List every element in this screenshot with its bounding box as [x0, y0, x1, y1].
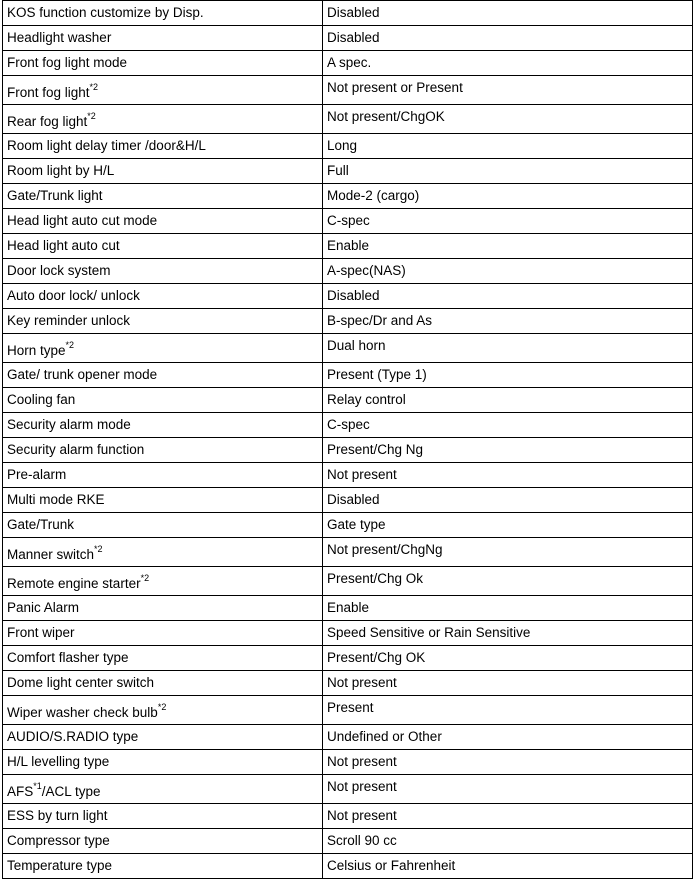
setting-name-cell [3, 854, 323, 879]
setting-value-cell [323, 26, 693, 51]
setting-value-cell [323, 209, 693, 234]
table-row [3, 309, 693, 334]
setting-name-cell [3, 159, 323, 184]
setting-value: A spec. [327, 55, 372, 70]
setting-name: Gate/ trunk opener mode [7, 367, 158, 382]
setting-value: Celsius or Fahrenheit [327, 858, 456, 873]
setting-name-cell [3, 284, 323, 309]
table-row [3, 234, 693, 259]
setting-value: Present (Type 1) [327, 367, 427, 382]
setting-name-cell [3, 775, 323, 804]
setting-value-cell [323, 775, 693, 804]
table-row [3, 646, 693, 671]
setting-value: Disabled [327, 492, 380, 507]
settings-table-body [3, 1, 693, 879]
setting-name-cell [3, 388, 323, 413]
table-row [3, 804, 693, 829]
setting-name: Manner switch [7, 547, 95, 562]
setting-name: Room light delay timer /door&H/L [7, 138, 206, 153]
setting-value-cell [323, 363, 693, 388]
setting-value-cell [323, 51, 693, 76]
setting-value: Not present [327, 675, 397, 690]
setting-value-cell [323, 184, 693, 209]
setting-value: Present/Chg Ng [327, 442, 424, 457]
table-row [3, 134, 693, 159]
setting-value: Enable [327, 600, 370, 615]
setting-value: Full [327, 163, 349, 178]
setting-name: Pre-alarm [7, 467, 67, 482]
footnote-marker: *2 [140, 572, 150, 583]
setting-value-cell [323, 854, 693, 879]
footnote-marker: *2 [157, 701, 167, 712]
footnote-marker: *1 [33, 780, 42, 791]
setting-value: C-spec [327, 417, 370, 432]
setting-name-cell [3, 488, 323, 513]
setting-name-cell [3, 646, 323, 671]
setting-name: KOS function customize by Disp. [7, 5, 204, 20]
setting-value: Undefined or Other [327, 729, 442, 744]
setting-name: Horn type [7, 343, 66, 358]
table-row [3, 388, 693, 413]
setting-name-cell [3, 51, 323, 76]
footnote-marker: *2 [65, 339, 75, 350]
setting-name: Remote engine starter [7, 576, 141, 591]
setting-name: AFS [7, 784, 34, 799]
table-row [3, 775, 693, 804]
setting-value-cell [323, 696, 693, 725]
setting-name-cell [3, 1, 323, 26]
setting-value: B-spec/Dr and As [327, 313, 433, 328]
setting-name: Room light by H/L [7, 163, 115, 178]
footnote-marker: *2 [89, 81, 99, 92]
setting-value-cell [323, 829, 693, 854]
setting-value-cell [323, 413, 693, 438]
setting-name: Head light auto cut mode [7, 213, 158, 228]
setting-name: Security alarm function [7, 442, 145, 457]
setting-value-cell [323, 388, 693, 413]
table-row [3, 725, 693, 750]
setting-value-cell [323, 259, 693, 284]
table-row [3, 596, 693, 621]
setting-value: Not present or Present [327, 80, 463, 95]
setting-name: ESS by turn light [7, 808, 108, 823]
setting-value: Disabled [327, 30, 380, 45]
setting-name-cell [3, 750, 323, 775]
setting-name: Dome light center switch [7, 675, 155, 690]
footnote-marker: *2 [87, 110, 96, 121]
setting-value-cell [323, 284, 693, 309]
setting-value-cell [323, 567, 693, 596]
setting-name: Head light auto cut [7, 238, 120, 253]
setting-value: Not present [327, 754, 397, 769]
setting-value-cell [323, 646, 693, 671]
setting-value: Present/Chg Ok [327, 571, 424, 586]
setting-name: Front wiper [7, 625, 75, 640]
table-row [3, 105, 693, 134]
setting-name: Front fog light [7, 85, 90, 100]
table-row [3, 259, 693, 284]
table-row [3, 829, 693, 854]
table-row [3, 513, 693, 538]
table-row [3, 671, 693, 696]
setting-value: Gate type [327, 517, 386, 532]
table-row [3, 1, 693, 26]
table-row [3, 854, 693, 879]
setting-value: Scroll 90 cc [327, 833, 397, 848]
setting-value-cell [323, 76, 693, 105]
setting-name: Security alarm mode [7, 417, 131, 432]
setting-value: A-spec(NAS) [327, 263, 406, 278]
setting-name: Gate/Trunk [7, 517, 75, 532]
setting-name-cell [3, 259, 323, 284]
setting-name-cell [3, 596, 323, 621]
setting-name: Key reminder unlock [7, 313, 131, 328]
setting-name: Door lock system [7, 263, 111, 278]
table-row [3, 159, 693, 184]
setting-value-cell [323, 538, 693, 567]
setting-name: Cooling fan [7, 392, 76, 407]
setting-name: Gate/Trunk light [7, 188, 103, 203]
setting-value-cell [323, 463, 693, 488]
table-row [3, 750, 693, 775]
table-row [3, 463, 693, 488]
table-row [3, 696, 693, 725]
footnote-marker: *2 [94, 543, 103, 554]
table-row [3, 76, 693, 105]
setting-name-cell [3, 209, 323, 234]
table-row [3, 538, 693, 567]
setting-name: Compressor type [7, 833, 110, 848]
setting-value-cell [323, 438, 693, 463]
setting-value-cell [323, 596, 693, 621]
table-row [3, 334, 693, 363]
setting-name: Comfort flasher type [7, 650, 129, 665]
table-row [3, 284, 693, 309]
setting-name-cell [3, 567, 323, 596]
setting-value-cell [323, 804, 693, 829]
setting-value: Enable [327, 238, 370, 253]
setting-name-cell [3, 829, 323, 854]
setting-value-cell [323, 750, 693, 775]
setting-value-cell [323, 334, 693, 363]
setting-name: AUDIO/S.RADIO type [7, 729, 139, 744]
setting-value-cell [323, 159, 693, 184]
settings-table [2, 0, 693, 879]
setting-name: H/L levelling type [7, 754, 110, 769]
setting-value-cell [323, 513, 693, 538]
setting-name-cell [3, 413, 323, 438]
setting-name-cell [3, 438, 323, 463]
setting-name: Auto door lock/ unlock [7, 288, 140, 303]
setting-name-cell [3, 134, 323, 159]
table-row [3, 621, 693, 646]
setting-name-cell [3, 671, 323, 696]
setting-value-cell [323, 488, 693, 513]
setting-value: Dual horn [327, 338, 386, 353]
table-row [3, 51, 693, 76]
setting-value: Speed Sensitive or Rain Sensitive [327, 625, 531, 640]
setting-value: Not present [327, 808, 397, 823]
setting-name: Multi mode RKE [7, 492, 105, 507]
setting-name-cell [3, 105, 323, 134]
setting-name-cell [3, 26, 323, 51]
setting-value-cell [323, 234, 693, 259]
table-row [3, 184, 693, 209]
setting-value-cell [323, 671, 693, 696]
setting-name-cell [3, 621, 323, 646]
table-row [3, 413, 693, 438]
setting-value-cell [323, 134, 693, 159]
table-row [3, 209, 693, 234]
table-row [3, 567, 693, 596]
setting-value: Present [327, 700, 374, 715]
setting-value: Long [327, 138, 358, 153]
setting-name-cell [3, 363, 323, 388]
setting-value-cell [323, 725, 693, 750]
table-row [3, 363, 693, 388]
setting-name: Panic Alarm [7, 600, 80, 615]
setting-value: Not present [327, 779, 397, 794]
setting-name-cell [3, 309, 323, 334]
setting-name-cell [3, 513, 323, 538]
setting-value-cell [323, 1, 693, 26]
table-row [3, 438, 693, 463]
setting-name: Front fog light mode [7, 55, 128, 70]
setting-name-cell [3, 696, 323, 725]
table-row [3, 26, 693, 51]
setting-value-cell [323, 309, 693, 334]
setting-name: Rear fog light [7, 114, 88, 129]
setting-value: Relay control [327, 392, 406, 407]
setting-value: Present/Chg OK [327, 650, 426, 665]
setting-value: Not present [327, 467, 397, 482]
setting-value: Not present/ChgOK [327, 109, 445, 124]
setting-name-cell [3, 76, 323, 105]
setting-value: Disabled [327, 5, 380, 20]
setting-name-cell [3, 334, 323, 363]
setting-name-cell [3, 725, 323, 750]
setting-name-cell [3, 234, 323, 259]
setting-value: Mode-2 (cargo) [327, 188, 420, 203]
setting-value: C-spec [327, 213, 370, 228]
setting-name: Temperature type [7, 858, 113, 873]
setting-name-cell [3, 804, 323, 829]
setting-value-cell [323, 105, 693, 134]
setting-value: Not present/ChgNg [327, 542, 443, 557]
table-row [3, 488, 693, 513]
setting-name-cell [3, 184, 323, 209]
setting-name-cell [3, 463, 323, 488]
setting-value: Disabled [327, 288, 380, 303]
setting-name-suffix: /ACL type [41, 784, 101, 799]
setting-value-cell [323, 621, 693, 646]
setting-name: Headlight washer [7, 30, 112, 45]
setting-name-cell [3, 538, 323, 567]
setting-name: Wiper washer check bulb [7, 705, 158, 720]
